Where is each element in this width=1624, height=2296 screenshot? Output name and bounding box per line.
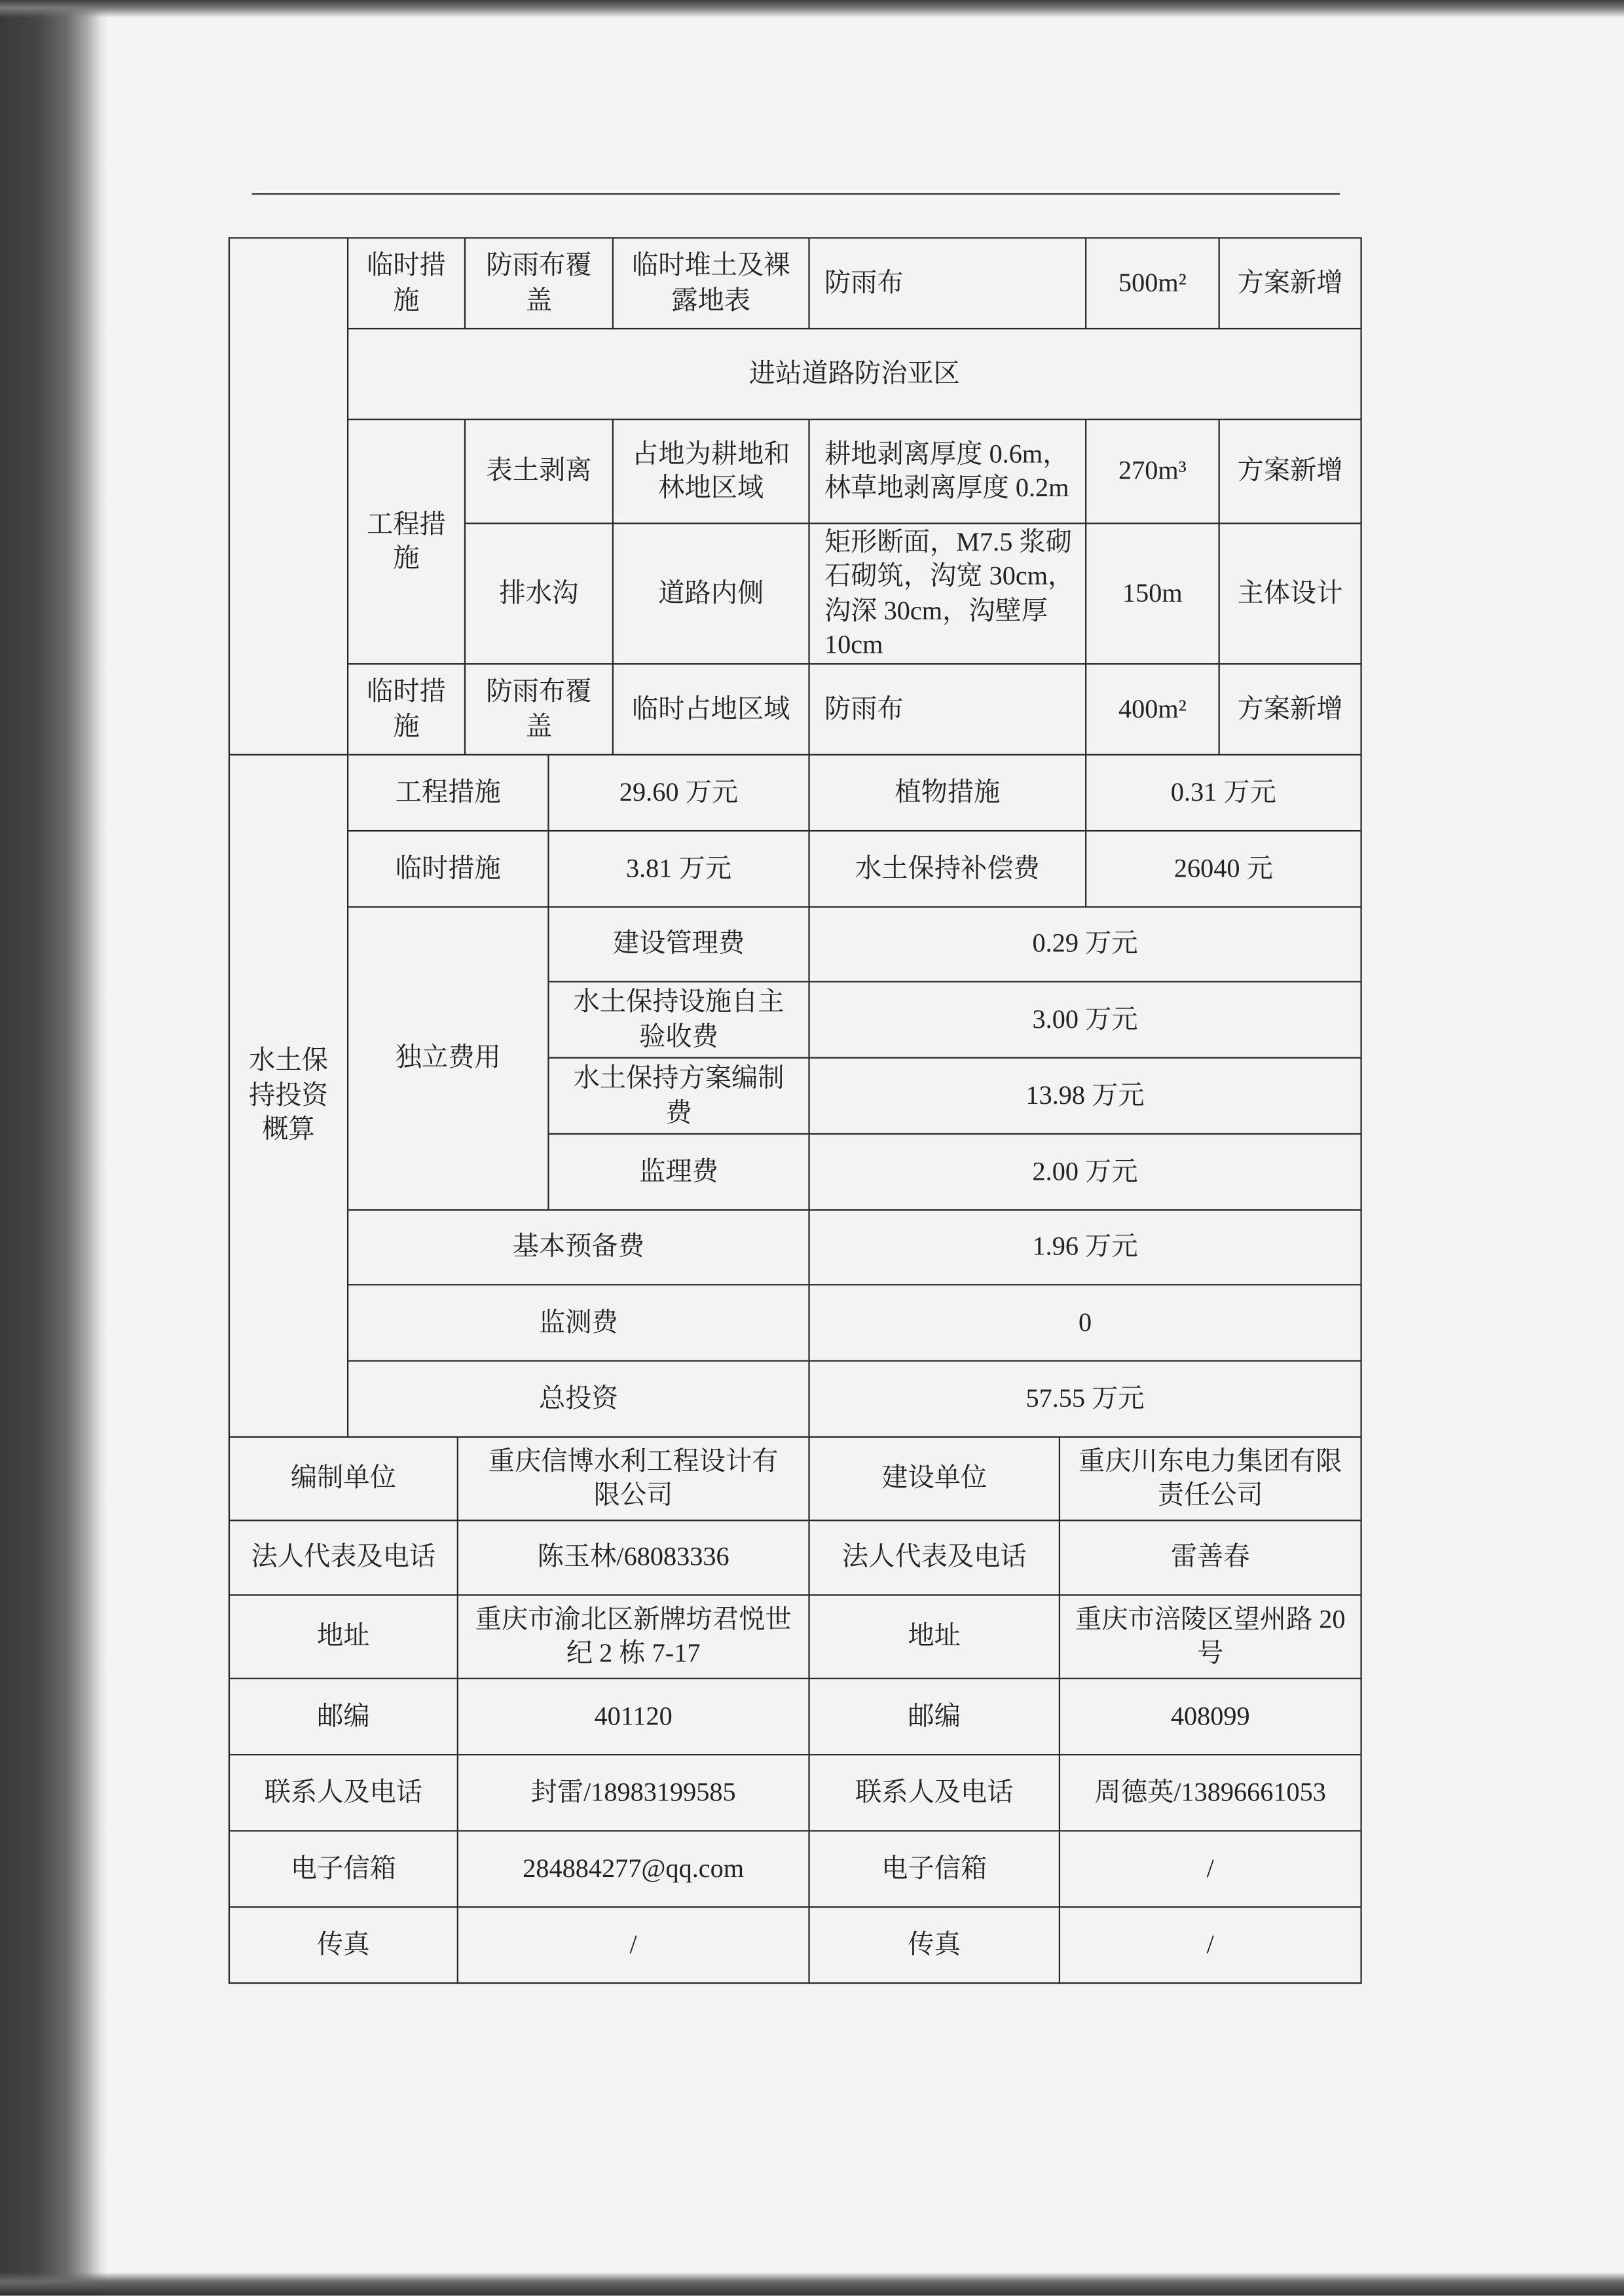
- measure-name-cell: 排水沟: [466, 524, 614, 665]
- measure-quantity-cell: 500m²: [1086, 239, 1219, 330]
- measure-spec-cell: 耕地剥离厚度 0.6m，林草地剥离厚度 0.2m: [810, 420, 1087, 524]
- contact-label-left: 地址: [230, 1596, 458, 1679]
- independent-cost-label: 独立费用: [348, 907, 549, 1211]
- measure-spec-cell: 矩形断面，M7.5 浆砌石砌筑，沟宽 30cm，沟深 30cm，沟壁厚 10cm: [810, 524, 1087, 665]
- compensation-fee-label: 水土保持补偿费: [810, 831, 1087, 907]
- zone-column-continued: [230, 239, 348, 756]
- independent-item-label: 水土保持方案编制费: [549, 1059, 810, 1135]
- engineering-cost-value: 29.60 万元: [549, 756, 810, 831]
- contact-label-right: 传真: [810, 1908, 1060, 1984]
- independent-item-value: 2.00 万元: [810, 1135, 1362, 1211]
- report-table: [229, 237, 1362, 1984]
- contact-value-left: 陈玉林/68083336: [458, 1521, 810, 1595]
- measure-name-cell: 防雨布覆盖: [466, 239, 614, 330]
- contact-value-right: 周德英/13896661053: [1060, 1755, 1362, 1831]
- reserve-fee-value: 1.96 万元: [810, 1211, 1362, 1285]
- measure-spec-cell: 防雨布: [810, 665, 1087, 756]
- independent-item-value: 0.29 万元: [810, 907, 1362, 982]
- contact-value-right: 408099: [1060, 1679, 1362, 1755]
- measure-location-cell: 临时堆土及裸露地表: [614, 239, 810, 330]
- contact-value-left: 重庆信博水利工程设计有限公司: [458, 1438, 810, 1521]
- contact-value-right: 重庆市涪陵区望州路 20 号: [1060, 1596, 1362, 1679]
- contact-value-left: /: [458, 1908, 810, 1984]
- contact-label-left: 编制单位: [230, 1438, 458, 1521]
- top-edge-shadow: [0, 0, 1624, 18]
- measure-source-cell: 方案新增: [1220, 239, 1362, 330]
- measure-quantity-cell: 270m³: [1086, 420, 1219, 524]
- contact-label-left: 电子信箱: [230, 1832, 458, 1908]
- monitoring-fee-value: 0: [810, 1285, 1362, 1361]
- contact-label-left: 法人代表及电话: [230, 1521, 458, 1595]
- independent-item-label: 建设管理费: [549, 907, 810, 982]
- measure-category-cell: 临时措施: [348, 239, 466, 330]
- independent-item-value: 3.00 万元: [810, 983, 1362, 1059]
- engineering-cost-label: 工程措施: [348, 756, 549, 831]
- contact-label-left: 联系人及电话: [230, 1755, 458, 1831]
- contact-label-left: 传真: [230, 1908, 458, 1984]
- measure-source-cell: 方案新增: [1220, 420, 1362, 524]
- contact-value-left: 封雷/18983199585: [458, 1755, 810, 1831]
- contact-value-right: /: [1060, 1908, 1362, 1984]
- reserve-fee-label: 基本预备费: [348, 1211, 809, 1285]
- total-investment-value: 57.55 万元: [810, 1362, 1362, 1438]
- plant-cost-value: 0.31 万元: [1086, 756, 1361, 831]
- measure-source-cell: 方案新增: [1220, 665, 1362, 756]
- contact-value-right: 雷善春: [1060, 1521, 1362, 1595]
- measure-category-cell: 临时措施: [348, 665, 466, 756]
- bottom-edge-shadow: [0, 2272, 1624, 2296]
- contact-value-left: 401120: [458, 1679, 810, 1755]
- monitoring-fee-label: 监测费: [348, 1285, 809, 1361]
- contact-label-right: 电子信箱: [810, 1832, 1060, 1908]
- contact-value-left: 重庆市渝北区新牌坊君悦世纪 2 栋 7-17: [458, 1596, 810, 1679]
- measure-location-cell: 道路内侧: [614, 524, 810, 665]
- contact-label-right: 法人代表及电话: [810, 1521, 1060, 1595]
- contact-label-left: 邮编: [230, 1679, 458, 1755]
- measure-category-cell: 工程措施: [348, 420, 466, 665]
- independent-item-label: 水土保持设施自主验收费: [549, 983, 810, 1059]
- measure-quantity-cell: 150m: [1086, 524, 1219, 665]
- measure-name-cell: 防雨布覆盖: [466, 665, 614, 756]
- investment-heading: 水土保持投资概算: [230, 756, 348, 1438]
- independent-item-label: 监理费: [549, 1135, 810, 1211]
- contact-label-right: 联系人及电话: [810, 1755, 1060, 1831]
- measure-source-cell: 主体设计: [1220, 524, 1362, 665]
- contact-label-right: 建设单位: [810, 1438, 1060, 1521]
- contact-label-right: 地址: [810, 1596, 1060, 1679]
- measure-location-cell: 临时占地区域: [614, 665, 810, 756]
- contact-value-left: 284884277@qq.com: [458, 1832, 810, 1908]
- measure-location-cell: 占地为耕地和林地区域: [614, 420, 810, 524]
- header-rule: [252, 193, 1340, 195]
- binding-shadow: [0, 0, 108, 2295]
- temporary-cost-label: 临时措施: [348, 831, 549, 907]
- total-investment-label: 总投资: [348, 1362, 809, 1438]
- measure-quantity-cell: 400m²: [1086, 665, 1219, 756]
- contact-label-right: 邮编: [810, 1679, 1060, 1755]
- measure-spec-cell: 防雨布: [810, 239, 1087, 330]
- temporary-cost-value: 3.81 万元: [549, 831, 810, 907]
- contact-value-right: 重庆川东电力集团有限责任公司: [1060, 1438, 1362, 1521]
- contact-value-right: /: [1060, 1832, 1362, 1908]
- independent-item-value: 13.98 万元: [810, 1059, 1362, 1135]
- subzone-title: 进站道路防治亚区: [348, 329, 1361, 420]
- plant-cost-label: 植物措施: [810, 756, 1087, 831]
- measure-name-cell: 表土剥离: [466, 420, 614, 524]
- compensation-fee-value: 26040 元: [1086, 831, 1361, 907]
